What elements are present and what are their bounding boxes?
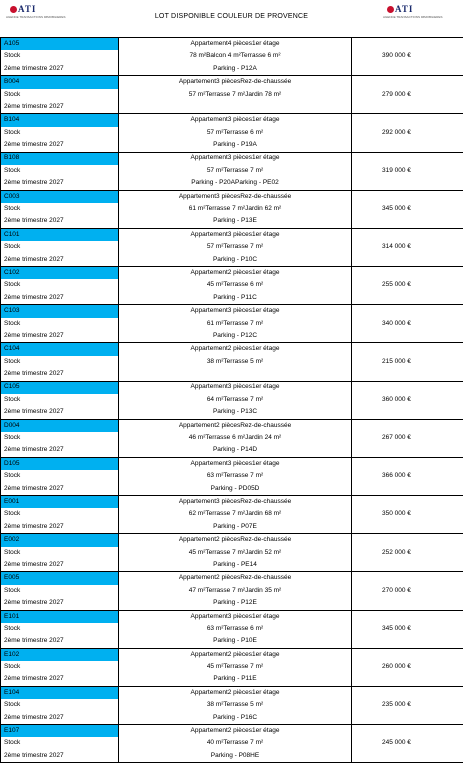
lot-type: Appartement2 pièces1er étage (119, 267, 352, 280)
lot-row (1, 572, 463, 585)
lot-number: B108 (1, 152, 119, 165)
lot-number: E101 (1, 610, 119, 623)
lot-parking: Parking - P19A (119, 139, 352, 152)
lot-number: E102 (1, 648, 119, 661)
lot-delivery: 2ème trimestre 2027 (1, 712, 119, 725)
lot-row (1, 648, 463, 661)
lot-type: Appartement2 pièces1er étage (119, 648, 352, 661)
lot-delivery: 2ème trimestre 2027 (1, 750, 119, 763)
lot-price: 270 000 € (352, 572, 463, 610)
lot-parking: Parking - P10C (119, 254, 352, 267)
lot-delivery: 2ème trimestre 2027 (1, 292, 119, 305)
lot-type: Appartement2 pièces1er étage (119, 725, 352, 738)
lot-parking: Parking - P12A (119, 63, 352, 76)
lot-parking: Parking - P12E (119, 597, 352, 610)
lot-surface: 57 m²Terrasse 7 m² (119, 165, 352, 177)
lot-row (1, 725, 463, 738)
lot-row (1, 381, 463, 394)
lot-surface: 57 m²Terrasse 6 m² (119, 127, 352, 139)
lot-status: Stock (1, 623, 119, 635)
lot-price: 350 000 € (352, 496, 463, 534)
lot-status: Stock (1, 585, 119, 597)
logo-text: ATI (395, 4, 413, 14)
lot-number: E001 (1, 496, 119, 509)
lot-status: Stock (1, 661, 119, 673)
lot-number: C102 (1, 267, 119, 280)
lot-type: Appartement3 pièces1er étage (119, 228, 352, 241)
lot-status: Stock (1, 89, 119, 101)
lot-surface: 64 m²Terrasse 7 m² (119, 394, 352, 406)
lot-surface: 38 m²Terrasse 5 m² (119, 356, 352, 368)
lot-row (1, 267, 463, 280)
lot-price: 292 000 € (352, 114, 463, 152)
lot-price: 390 000 € (352, 38, 463, 76)
lot-parking: Parking - P14D (119, 445, 352, 458)
lot-number: C103 (1, 305, 119, 318)
lot-number: C105 (1, 381, 119, 394)
lot-row (1, 534, 463, 547)
lot-status: Stock (1, 203, 119, 215)
lot-surface: 40 m²Terrasse 7 m² (119, 737, 352, 749)
lot-price: 360 000 € (352, 381, 463, 419)
lots-table (0, 37, 463, 763)
lot-type: Appartement2 piècesRez-de-chaussée (119, 534, 352, 547)
lot-surface: 45 m²Terrasse 6 m² (119, 279, 352, 291)
lot-surface: 45 m²Terrasse 7 m² (119, 661, 352, 673)
lot-price: 366 000 € (352, 457, 463, 495)
lot-surface: 61 m²Terrasse 7 m²Jardin 62 m² (119, 203, 352, 215)
lot-price: 235 000 € (352, 686, 463, 724)
lot-parking: Parking - P12C (119, 330, 352, 343)
lot-surface: 38 m²Terrasse 5 m² (119, 699, 352, 711)
lot-type: Appartement3 pièces1er étage (119, 381, 352, 394)
lot-price: 319 000 € (352, 152, 463, 190)
lot-surface: 78 m²Balcon 4 m²Terrasse 6 m² (119, 50, 352, 62)
lot-surface: 45 m²Terrasse 7 m²Jardin 52 m² (119, 547, 352, 559)
lot-surface: 62 m²Terrasse 7 m²Jardin 68 m² (119, 508, 352, 520)
lot-delivery: 2ème trimestre 2027 (1, 177, 119, 190)
lot-surface: 46 m²Terrasse 6 m²Jardin 24 m² (119, 432, 352, 444)
lot-row (1, 496, 463, 509)
lot-price: 267 000 € (352, 419, 463, 457)
lot-row (1, 419, 463, 432)
lot-delivery: 2ème trimestre 2027 (1, 101, 119, 114)
lot-row (1, 38, 463, 51)
lot-status: Stock (1, 699, 119, 711)
lot-surface: 57 m²Terrasse 7 m² (119, 241, 352, 253)
lot-row (1, 76, 463, 89)
lot-delivery: 2ème trimestre 2027 (1, 254, 119, 267)
lot-number: B104 (1, 114, 119, 127)
lot-delivery: 2ème trimestre 2027 (1, 330, 119, 343)
lot-type: Appartement4 pièces1er étage (119, 38, 352, 51)
lot-delivery: 2ème trimestre 2027 (1, 406, 119, 419)
lot-surface: 47 m²Terrasse 7 m²Jardin 35 m² (119, 585, 352, 597)
company-logo-right (381, 4, 459, 20)
lot-type: Appartement2 pièces1er étage (119, 343, 352, 356)
lot-delivery: 2ème trimestre 2027 (1, 215, 119, 228)
lot-delivery: 2ème trimestre 2027 (1, 559, 119, 572)
lot-type: Appartement3 pièces1er étage (119, 457, 352, 470)
lot-price: 279 000 € (352, 76, 463, 114)
lot-status: Stock (1, 394, 119, 406)
lot-row (1, 343, 463, 356)
lot-price: 255 000 € (352, 267, 463, 305)
lot-parking: Parking - P20AParking - PE02 (119, 177, 352, 190)
lot-number: E104 (1, 686, 119, 699)
lot-price: 260 000 € (352, 648, 463, 686)
lot-delivery: 2ème trimestre 2027 (1, 368, 119, 381)
lot-row (1, 610, 463, 623)
lot-type: Appartement3 pièces1er étage (119, 152, 352, 165)
lot-number: B004 (1, 76, 119, 89)
lot-parking (119, 368, 352, 381)
lot-number: D004 (1, 419, 119, 432)
lot-delivery: 2ème trimestre 2027 (1, 445, 119, 458)
logo-mark-icon (10, 6, 17, 13)
lot-delivery: 2ème trimestre 2027 (1, 63, 119, 76)
lot-parking: Parking - P13C (119, 406, 352, 419)
lot-price: 345 000 € (352, 610, 463, 648)
lot-status: Stock (1, 432, 119, 444)
lot-row (1, 228, 463, 241)
lot-delivery: 2ème trimestre 2027 (1, 597, 119, 610)
lot-delivery: 2ème trimestre 2027 (1, 635, 119, 648)
lot-row (1, 457, 463, 470)
lot-price: 215 000 € (352, 343, 463, 381)
lot-status: Stock (1, 318, 119, 330)
lot-type: Appartement2 piècesRez-de-chaussée (119, 419, 352, 432)
lot-number: C003 (1, 190, 119, 203)
lot-parking: Parking - P07E (119, 521, 352, 534)
lot-number: E005 (1, 572, 119, 585)
lot-number: D105 (1, 457, 119, 470)
lot-parking (119, 101, 352, 114)
lot-number: E002 (1, 534, 119, 547)
lot-number: C101 (1, 228, 119, 241)
lot-type: Appartement3 pièces1er étage (119, 610, 352, 623)
lot-parking: Parking - PE14 (119, 559, 352, 572)
lot-number: A105 (1, 38, 119, 51)
lot-parking: Parking - P08HE (119, 750, 352, 763)
lot-status: Stock (1, 356, 119, 368)
lot-type: Appartement3 pièces1er étage (119, 114, 352, 127)
lot-surface: 63 m²Terrasse 6 m² (119, 623, 352, 635)
lot-status: Stock (1, 50, 119, 62)
lot-delivery: 2ème trimestre 2027 (1, 139, 119, 152)
lot-surface: 63 m²Terrasse 7 m² (119, 470, 352, 482)
lot-price: 345 000 € (352, 190, 463, 228)
lot-price: 314 000 € (352, 228, 463, 266)
lot-type: Appartement3 piècesRez-de-chaussée (119, 190, 352, 203)
lot-number: C104 (1, 343, 119, 356)
lot-parking: Parking - PD05D (119, 483, 352, 496)
lot-status: Stock (1, 279, 119, 291)
lot-status: Stock (1, 508, 119, 520)
document-title: LOT DISPONIBLE COULEUR DE PROVENCE (100, 13, 363, 20)
lot-type: Appartement2 piècesRez-de-chaussée (119, 572, 352, 585)
logo-mark-icon (387, 6, 394, 13)
lot-parking: Parking - P13E (119, 215, 352, 228)
company-logo-left (4, 4, 82, 20)
lot-parking: Parking - P11C (119, 292, 352, 305)
lot-type: Appartement3 piècesRez-de-chaussée (119, 76, 352, 89)
lot-status: Stock (1, 547, 119, 559)
lot-parking: Parking - P10E (119, 635, 352, 648)
lot-type: Appartement2 pièces1er étage (119, 686, 352, 699)
lot-status: Stock (1, 241, 119, 253)
lot-row (1, 686, 463, 699)
lot-delivery: 2ème trimestre 2027 (1, 521, 119, 534)
lot-type: Appartement3 piècesRez-de-chaussée (119, 496, 352, 509)
lot-price: 252 000 € (352, 534, 463, 572)
lot-row (1, 152, 463, 165)
lot-type: Appartement3 pièces1er étage (119, 305, 352, 318)
lot-parking: Parking - P16C (119, 712, 352, 725)
lot-parking: Parking - P11E (119, 674, 352, 687)
lot-price: 340 000 € (352, 305, 463, 343)
lot-status: Stock (1, 737, 119, 749)
lot-surface: 57 m²Terrasse 7 m²Jardin 78 m² (119, 89, 352, 101)
lot-status: Stock (1, 127, 119, 139)
lot-row (1, 305, 463, 318)
lot-price: 245 000 € (352, 725, 463, 763)
logo-tagline: AGENCE TRANSACTIONS IMMOBILIERES (6, 15, 65, 19)
lot-row (1, 114, 463, 127)
lot-delivery: 2ème trimestre 2027 (1, 483, 119, 496)
lot-number: E107 (1, 725, 119, 738)
lot-surface: 61 m²Terrasse 7 m² (119, 318, 352, 330)
lot-row (1, 190, 463, 203)
logo-text: ATI (18, 4, 36, 14)
lot-status: Stock (1, 165, 119, 177)
lot-delivery: 2ème trimestre 2027 (1, 674, 119, 687)
logo-tagline: AGENCE TRANSACTIONS IMMOBILIERES (383, 15, 442, 19)
lot-status: Stock (1, 470, 119, 482)
